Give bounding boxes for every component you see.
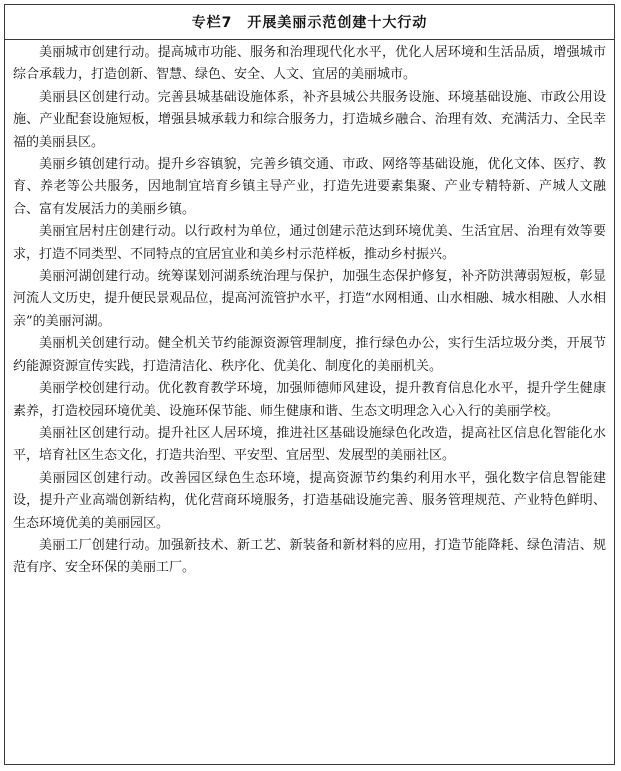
paragraph-beautiful-rivers-lakes: 美丽河湖创建行动。统筹谋划河湖系统治理与保护，加强生态保护修复，补齐防洪薄弱短板，彰显河流人文历史，提升便民景观品位，提高河流管护水平，打造“水网相通、山水相融、城水相融、人水相亲”的美丽河湖。 (13, 269, 606, 329)
paragraph-beautiful-schools: 美丽学校创建行动。优化教育教学环境，加强师德师风建设，提升教育信息化水平，提升学生健康素养，打造校园环境优美、设施环保节能、师生健康和谐、生态文明理念入心入行的美丽学校。 (13, 381, 606, 419)
paragraph-beautiful-factories: 美丽工厂创建行动。加强新技术、新工艺、新装备和新材料的应用，打造节能降耗、绿色清洁、规范有序、安全环保的美丽工厂。 (13, 537, 606, 576)
paragraph-beautiful-county: 美丽县区创建行动。完善县城基础设施体系，补齐县城公共服务设施、环境基础设施、市政公用设施、产业配套设施短板，增强县城承载力和综合服务力，打造城乡融合、治理有效、充满活力、全民幸福的美丽县区。 (13, 89, 606, 150)
paragraph-beautiful-parks: 美丽园区创建行动。改善园区绿色生态环境，提高资源节约集约利用水平，强化数字信息智能建设，提升产业高端创新结构，优化营商环境服务，打造基础设施完善、服务管理规范、产业特色鲜明、生态环境优美的美丽园区。 (13, 470, 606, 531)
column-box (4, 4, 615, 765)
paragraph-beautiful-communities: 美丽社区创建行动。提升社区人居环境，推进社区基础设施绿色化改造，提高社区信息化智能化水平，培育社区生态文化，打造共治型、平安型、宜居型、发展型的美丽社区。 (13, 425, 606, 464)
paragraph-beautiful-township: 美丽乡镇创建行动。提升乡容镇貌，完善乡镇交通、市政、网络等基础设施，优化文体、医疗、教育、养老等公共服务，因地制宜培育乡镇主导产业，打造先进要素集聚、产业专精特新、产城人文融合、富有发展活力的美丽乡镇。 (13, 157, 606, 217)
box-title: 专栏7 开展美丽示范创建十大行动 (5, 5, 614, 40)
paragraph-beautiful-village: 美丽宜居村庄创建行动。以行政村为单位，通过创建示范达到环境优美、生活宜居、治理有效等要求，打造不同类型、不同特点的宜居宜业和美乡村示范样板，推动乡村振兴。 (13, 224, 606, 262)
paragraph-beautiful-city: 美丽城市创建行动。提高城市功能、服务和治理现代化水平，优化人居环境和生活品质，增强城市综合承载力，打造创新、智慧、绿色、安全、人文、宜居的美丽城市。 (13, 45, 606, 83)
paragraph-beautiful-agencies: 美丽机关创建行动。健全机关节约能源资源管理制度，推行绿色办公，实行生活垃圾分类，开展节约能源资源宣传实践，打造清洁化、秩序化、优美化、制度化的美丽机关。 (13, 336, 606, 374)
box-content (5, 40, 614, 580)
